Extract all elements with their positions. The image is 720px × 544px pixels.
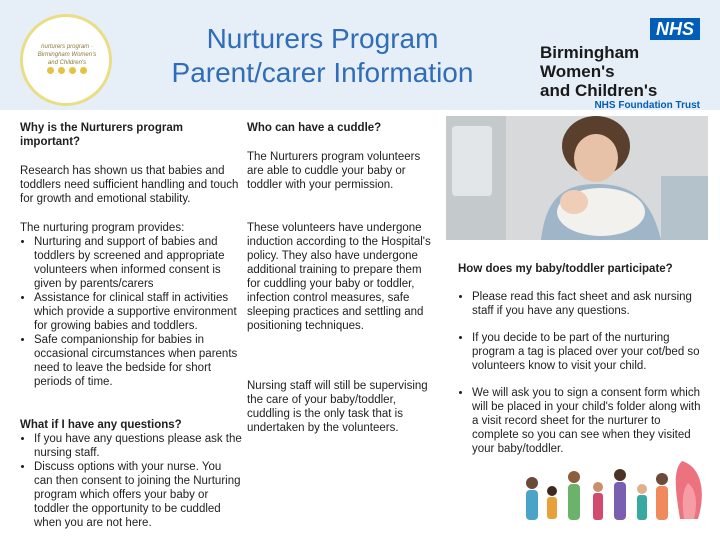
list-item: • Nurturing and support of babies and toddlers by screened and appropriate volunteers when informed consent is given by parents/carers bbox=[34, 235, 242, 291]
provides-list bbox=[20, 235, 242, 389]
questions-list bbox=[20, 432, 242, 530]
family-figures-icon bbox=[512, 453, 708, 539]
list-item: • Please read this fact sheet and ask nursing staff if you have any questions. bbox=[472, 290, 708, 318]
nurturers-logo bbox=[20, 14, 112, 106]
heading-questions: What if I have any questions? bbox=[20, 419, 182, 431]
title-line-2: Parent/carer Information bbox=[171, 57, 474, 88]
heading-who-cuddle: Who can have a cuddle? bbox=[247, 122, 382, 134]
trust-name-line-1: Birmingham Women's bbox=[540, 43, 640, 81]
nhs-badge: NHS bbox=[650, 18, 700, 40]
column-1 bbox=[20, 121, 242, 149]
header-band bbox=[0, 0, 720, 110]
logo-text: nurturers program · Birmingham Women's and Children's bbox=[37, 44, 97, 66]
supervision-paragraph: Nursing staff will still be supervising the care of your baby/toddler, cuddling is the only task that is undertaken by the volunteers. bbox=[247, 380, 428, 434]
participate-list bbox=[458, 290, 708, 456]
list-item: • We will ask you to sign a consent form which will be placed in your child's folder along with a visit record sheet for the nurturer to complete so you can see when they visited your baby/toddler. bbox=[472, 386, 708, 456]
list-item: • If you decide to be part of the nurturing program a tag is placed over your cot/bed so volunteers know to visit your child. bbox=[472, 331, 708, 373]
list-item: • If you have any questions please ask the nursing staff. bbox=[34, 432, 242, 460]
nhs-logo bbox=[540, 18, 700, 112]
list-item: • Assistance for clinical staff in activities which provide a supportive environment for growing babies and toddlers. bbox=[34, 291, 242, 333]
title-line-1: Nurturers Program bbox=[206, 23, 439, 54]
participate-section bbox=[458, 290, 708, 456]
trust-name-line-2: and Children's bbox=[540, 81, 658, 100]
photo-illustration bbox=[446, 116, 708, 240]
volunteers-paragraph: The Nurturers program volunteers are able to cuddle your baby or toddler with your permission. bbox=[247, 151, 421, 191]
heading-why-important: Why is the Nurturers program important? bbox=[20, 122, 183, 148]
logo-hands-icon bbox=[47, 67, 87, 74]
heading-participate: How does my baby/toddler participate? bbox=[458, 263, 673, 275]
trust-subtitle: NHS Foundation Trust bbox=[594, 100, 700, 111]
list-item: • Discuss options with your nurse. You can then consent to joining the Nurturing program which offers your baby or toddler the opportunity to be cuddled when you are not here. bbox=[34, 460, 242, 530]
list-item: • Safe companionship for babies in occasional circumstances when parents need to leave the bedside for short periods of time. bbox=[34, 333, 242, 389]
program-provides-section bbox=[20, 221, 242, 389]
people-illustration bbox=[512, 453, 708, 539]
page-title bbox=[140, 22, 505, 90]
provides-intro: The nurturing program provides: bbox=[20, 222, 185, 234]
mother-baby-photo bbox=[446, 116, 708, 240]
induction-paragraph: These volunteers have undergone induction according to the Hospital's policy. They also have undergone additional training to prepare them for cuddling your baby or toddler, infection control measures, safe sleeping practices and settling and positioning techniques. bbox=[247, 222, 431, 332]
research-paragraph: Research has shown us that babies and toddlers need sufficient handling and touch for growth and emotional stability. bbox=[20, 165, 239, 205]
questions-section bbox=[20, 418, 242, 530]
